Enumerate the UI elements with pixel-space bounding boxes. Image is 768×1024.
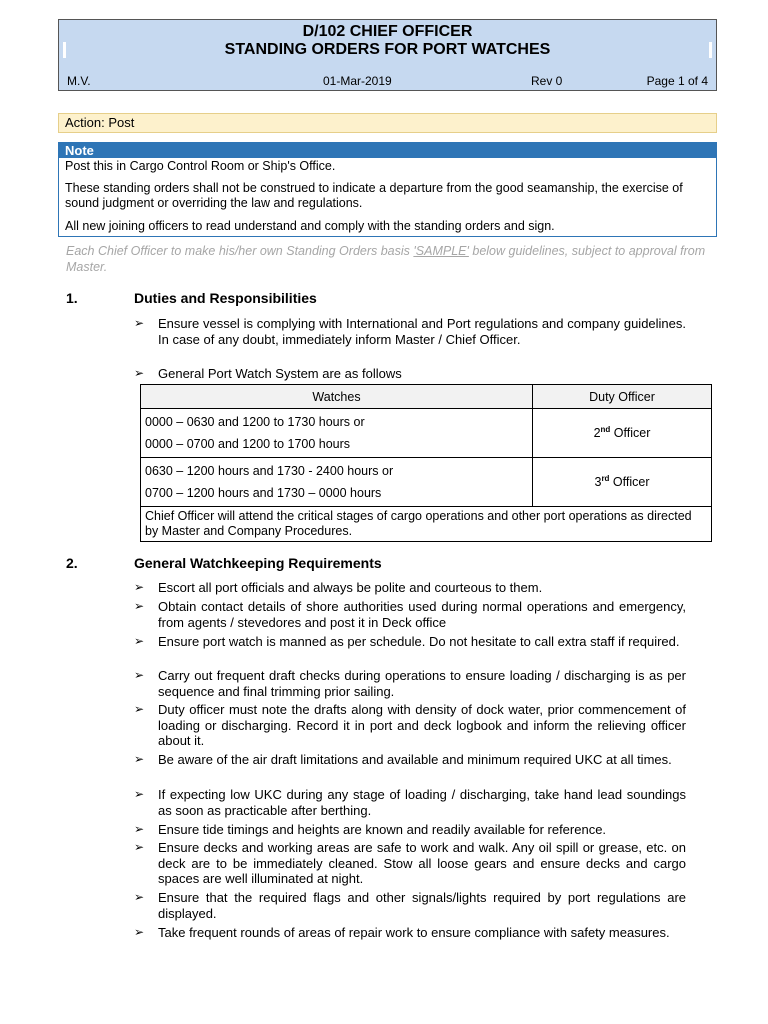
guideline-sample: 'SAMPLE'	[413, 244, 469, 258]
header-title-line1: D/102 CHIEF OFFICER	[302, 23, 473, 40]
header-title-line2: STANDING ORDERS FOR PORT WATCHES	[224, 41, 551, 58]
note-heading: Note	[59, 143, 716, 158]
bullet-arrow-icon: ➢	[134, 599, 145, 613]
bullet-arrow-icon: ➢	[134, 316, 145, 330]
table-cell-officer: 2nd Officer	[533, 409, 712, 458]
list-item: ➢ Be aware of the air draft limitations and available and minimum required UKC at all times.	[134, 752, 672, 767]
table-cell-officer: 3rd Officer	[533, 458, 712, 507]
bullet-arrow-icon: ➢	[134, 890, 145, 904]
note-line: These standing orders shall not be construed to indicate a departure from the good seamanship, the exercise of sound judgment or overriding the law and regulations.	[65, 181, 683, 210]
list-item: ➢ If expecting low UKC during any stage of loading / discharging, take hand lead soundings as soon as practicable after berthing.	[134, 787, 686, 818]
list-item: ➢ General Port Watch System are as follows	[134, 366, 402, 381]
note-box	[58, 142, 717, 237]
list-item: ➢ Escort all port officials and always be polite and courteous to them.	[134, 580, 543, 595]
table-header-duty-officer: Duty Officer	[533, 385, 712, 409]
list-item: ➢ Ensure that the required flags and other signals/lights required by port regulations are displayed.	[134, 890, 686, 921]
note-line: Post this in Cargo Control Room or Ship's Office.	[65, 159, 336, 173]
header-vessel: M.V.	[67, 74, 91, 88]
bullet-arrow-icon: ➢	[134, 787, 145, 801]
header-date: 01-Mar-2019	[323, 74, 392, 88]
table-row	[141, 409, 712, 458]
guideline-before: Each Chief Officer to make his/her own Standing Orders basis	[66, 244, 414, 258]
table-row	[141, 507, 712, 542]
list-item: ➢ Ensure decks and working areas are safe to work and walk. Any oil spill or grease, etc. on deck are to be immediately cleaned. Stow all loose gears and ensure decks and cargo spaces are well illuminated at night.	[134, 840, 686, 886]
list-item: ➢ Obtain contact details of shore authorities used during normal operations and emergency, from agents / stevedores and post it in Deck office	[134, 599, 686, 630]
list-item: ➢ Ensure tide timings and heights are known and readily available for reference.	[134, 822, 607, 837]
bullet-arrow-icon: ➢	[134, 840, 145, 854]
list-item: ➢ Ensure port watch is manned as per schedule. Do not hesitate to call extra staff if required.	[134, 634, 680, 649]
bullet-arrow-icon: ➢	[134, 925, 145, 939]
header-revision: Rev 0	[531, 74, 563, 88]
guideline-text	[66, 243, 716, 275]
table-cell-watches: 0000 – 0630 and 1200 to 1730 hours or 0000 – 0700 and 1200 to 1700 hours	[141, 409, 533, 458]
section-2-title: General Watchkeeping Requirements	[134, 555, 382, 571]
document-header	[58, 19, 717, 91]
watch-table	[140, 384, 712, 542]
list-item: ➢ Duty officer must note the drafts along with density of dock water, prior commencement of loading or discharging. Record it in port and deck logbook and inform the relieving officer about it.	[134, 702, 686, 748]
action-bar: Action: Post	[58, 113, 717, 133]
note-line: All new joining officers to read understand and comply with the standing orders and sign.	[65, 219, 555, 233]
section-2-number: 2.	[66, 555, 78, 571]
list-item: ➢ Take frequent rounds of areas of repair work to ensure compliance with safety measures.	[134, 925, 670, 940]
bullet-arrow-icon: ➢	[134, 702, 145, 716]
table-row	[141, 458, 712, 507]
table-cell-watches: 0630 – 1200 hours and 1730 - 2400 hours or 0700 – 1200 hours and 1730 – 0000 hours	[141, 458, 533, 507]
list-item: ➢ Ensure vessel is complying with International and Port regulations and company guidelines. In case of any doubt, immediately inform Master / Chief Officer.	[134, 316, 686, 347]
section-1-title: Duties and Responsibilities	[134, 290, 317, 306]
bullet-arrow-icon: ➢	[134, 366, 145, 380]
list-item: ➢ Carry out frequent draft checks during operations to ensure loading / discharging is as per sequence and final trimming prior sailing.	[134, 668, 686, 699]
table-header-watches: Watches	[141, 385, 533, 409]
bullet-arrow-icon: ➢	[134, 634, 145, 648]
section-1-number: 1.	[66, 290, 78, 306]
bullet-arrow-icon: ➢	[134, 822, 145, 836]
table-footer-note: Chief Officer will attend the critical stages of cargo operations and other port operations as directed by Master and Company Procedures.	[141, 507, 712, 542]
bullet-arrow-icon: ➢	[134, 752, 145, 766]
header-page: Page 1 of 4	[646, 74, 708, 88]
guideline-after: below guidelines, subject to approval from Master.	[66, 244, 706, 274]
bullet-arrow-icon: ➢	[134, 580, 145, 594]
bullet-arrow-icon: ➢	[134, 668, 145, 682]
